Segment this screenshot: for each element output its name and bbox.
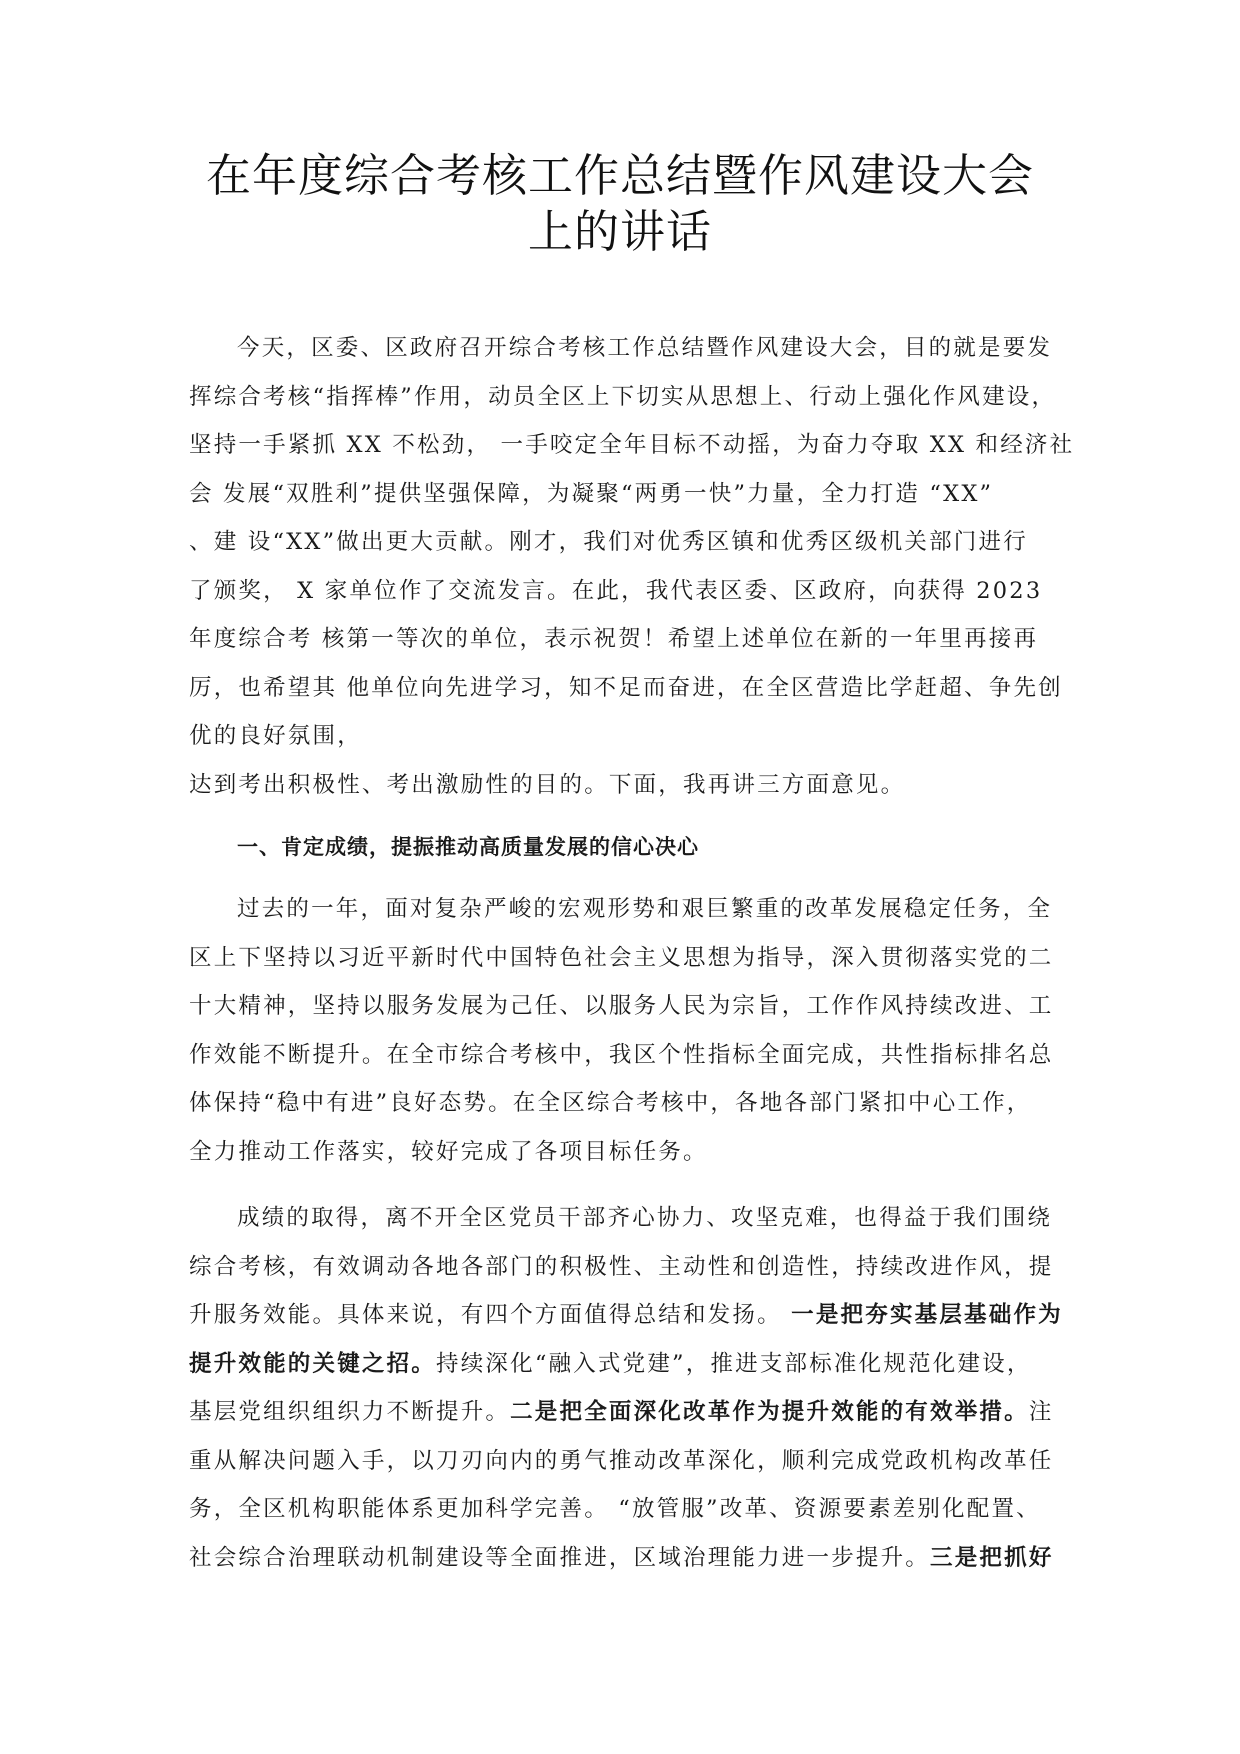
text-line: 过去的一年，面对复杂严峻的宏观形势和艰巨繁重的改革发展稳定任务，全 [237, 896, 1053, 922]
text-run: 社会综合治理联动机制建设等全面推进，区域治理能力进一步提升。 [189, 1544, 931, 1571]
text-line: 坚持一手紧抓 XX 不松劲， 一手咬定全年目标不动摇，为奋力夺取 XX 和经济社 [189, 432, 1075, 458]
text-line: 重从解决问题入手，以刀刃向内的勇气推动改革深化，顺利完成党政机构改革任 [189, 1447, 1054, 1474]
document-title [150, 148, 1090, 260]
section1-paragraph-2 [189, 1194, 1063, 1582]
text-line: 综合考核，有效调动各地各部门的积极性、主动性和创造性，持续改进作风，提 [189, 1253, 1054, 1280]
text-run: 升服务效能。具体来说，有四个方面值得总结和发扬。 [189, 1302, 792, 1328]
section-heading-1: 一、肯定成绩，提振推动高质量发展的信心决心 [237, 835, 699, 859]
text-line: 作效能不断提升。在全市综合考核中，我区个性指标全面完成，共性指标排名总 [189, 1041, 1054, 1068]
text-line: 会 发展“双胜利”提供坚强保障，为凝聚“两勇一快”力量，全力打造 “XX” [189, 480, 994, 507]
text-run: 基层党组织组织力不断提升。 [189, 1399, 511, 1425]
text-line: 务，全区机构职能体系更加科学完善。 “放管服”改革、资源要素差别化配置、 [189, 1496, 1041, 1522]
text-line [189, 1388, 1057, 1437]
text-line: 体保持“稳中有进”良好态势。在全区综合考核中，各地各部门紧扣中心工作， [189, 1090, 1032, 1116]
bold-run: 二是把全面深化改革作为提升效能的有效举措。 [510, 1399, 1029, 1425]
text-line: 全力推动工作落实，较好完成了各项目标任务。 [189, 1138, 708, 1165]
intro-paragraph [189, 324, 1075, 809]
text-line: 挥综合考核“指挥棒”作用，动员全区上下切实从思想上、行动上强化作风建设， [189, 383, 1057, 410]
title-line-1: 在年度综合考核工作总结暨作风建设大会 [205, 149, 1034, 202]
text-run: 持续深化“融入式党建”，推进支部标准化规范化建设， [436, 1350, 1032, 1377]
text-line: 了颁奖， X 家单位作了交流发言。在此，我代表区委、区政府，向获得 2023 [189, 577, 1043, 604]
text-line: 厉，也希望其 他单位向先进学习，知不足而奋进，在全区营造比学赶超、争先创 [189, 674, 1063, 701]
title-line-2: 上的讲话 [527, 205, 712, 258]
text-line: 、建 设“XX”做出更大贡献。刚才，我们对优秀区镇和优秀区级机关部门进行 [189, 529, 1028, 555]
text-line: 成绩的取得，离不开全区党员干部齐心协力、攻坚克难，也得益于我们围绕 [237, 1205, 1053, 1231]
section1-paragraph-1 [189, 885, 1057, 1176]
text-line: 年度综合考 核第一等次的单位，表示祝贺！希望上述单位在新的一年里再接再 [189, 626, 1039, 652]
text-line [189, 1534, 1057, 1583]
text-line: 区上下坚持以习近平新时代中国特色社会主义思想为指导，深入贯彻落实党的二 [189, 944, 1054, 971]
bold-run: 提升效能的关键之招。 [189, 1350, 437, 1377]
text-run: 注 [1028, 1399, 1054, 1425]
text-line [189, 1340, 1057, 1389]
bold-run: 三是把抓好 [930, 1544, 1054, 1571]
text-line: 达到考出积极性、考出激励性的目的。下面，我再讲三方面意见。 [189, 771, 906, 798]
text-line: 十大精神，坚持以服务发展为己任、以服务人民为宗旨，工作作风持续改进、工 [189, 993, 1054, 1019]
document-body [189, 324, 1075, 1582]
text-line: 今天，区委、区政府召开综合考核工作总结暨作风建设大会，目的就是要发 [237, 335, 1053, 361]
text-line [189, 1291, 1063, 1340]
text-line: 优的良好氛围， [189, 723, 362, 749]
bold-run: 一是把夯实基层基础作为 [791, 1302, 1063, 1328]
